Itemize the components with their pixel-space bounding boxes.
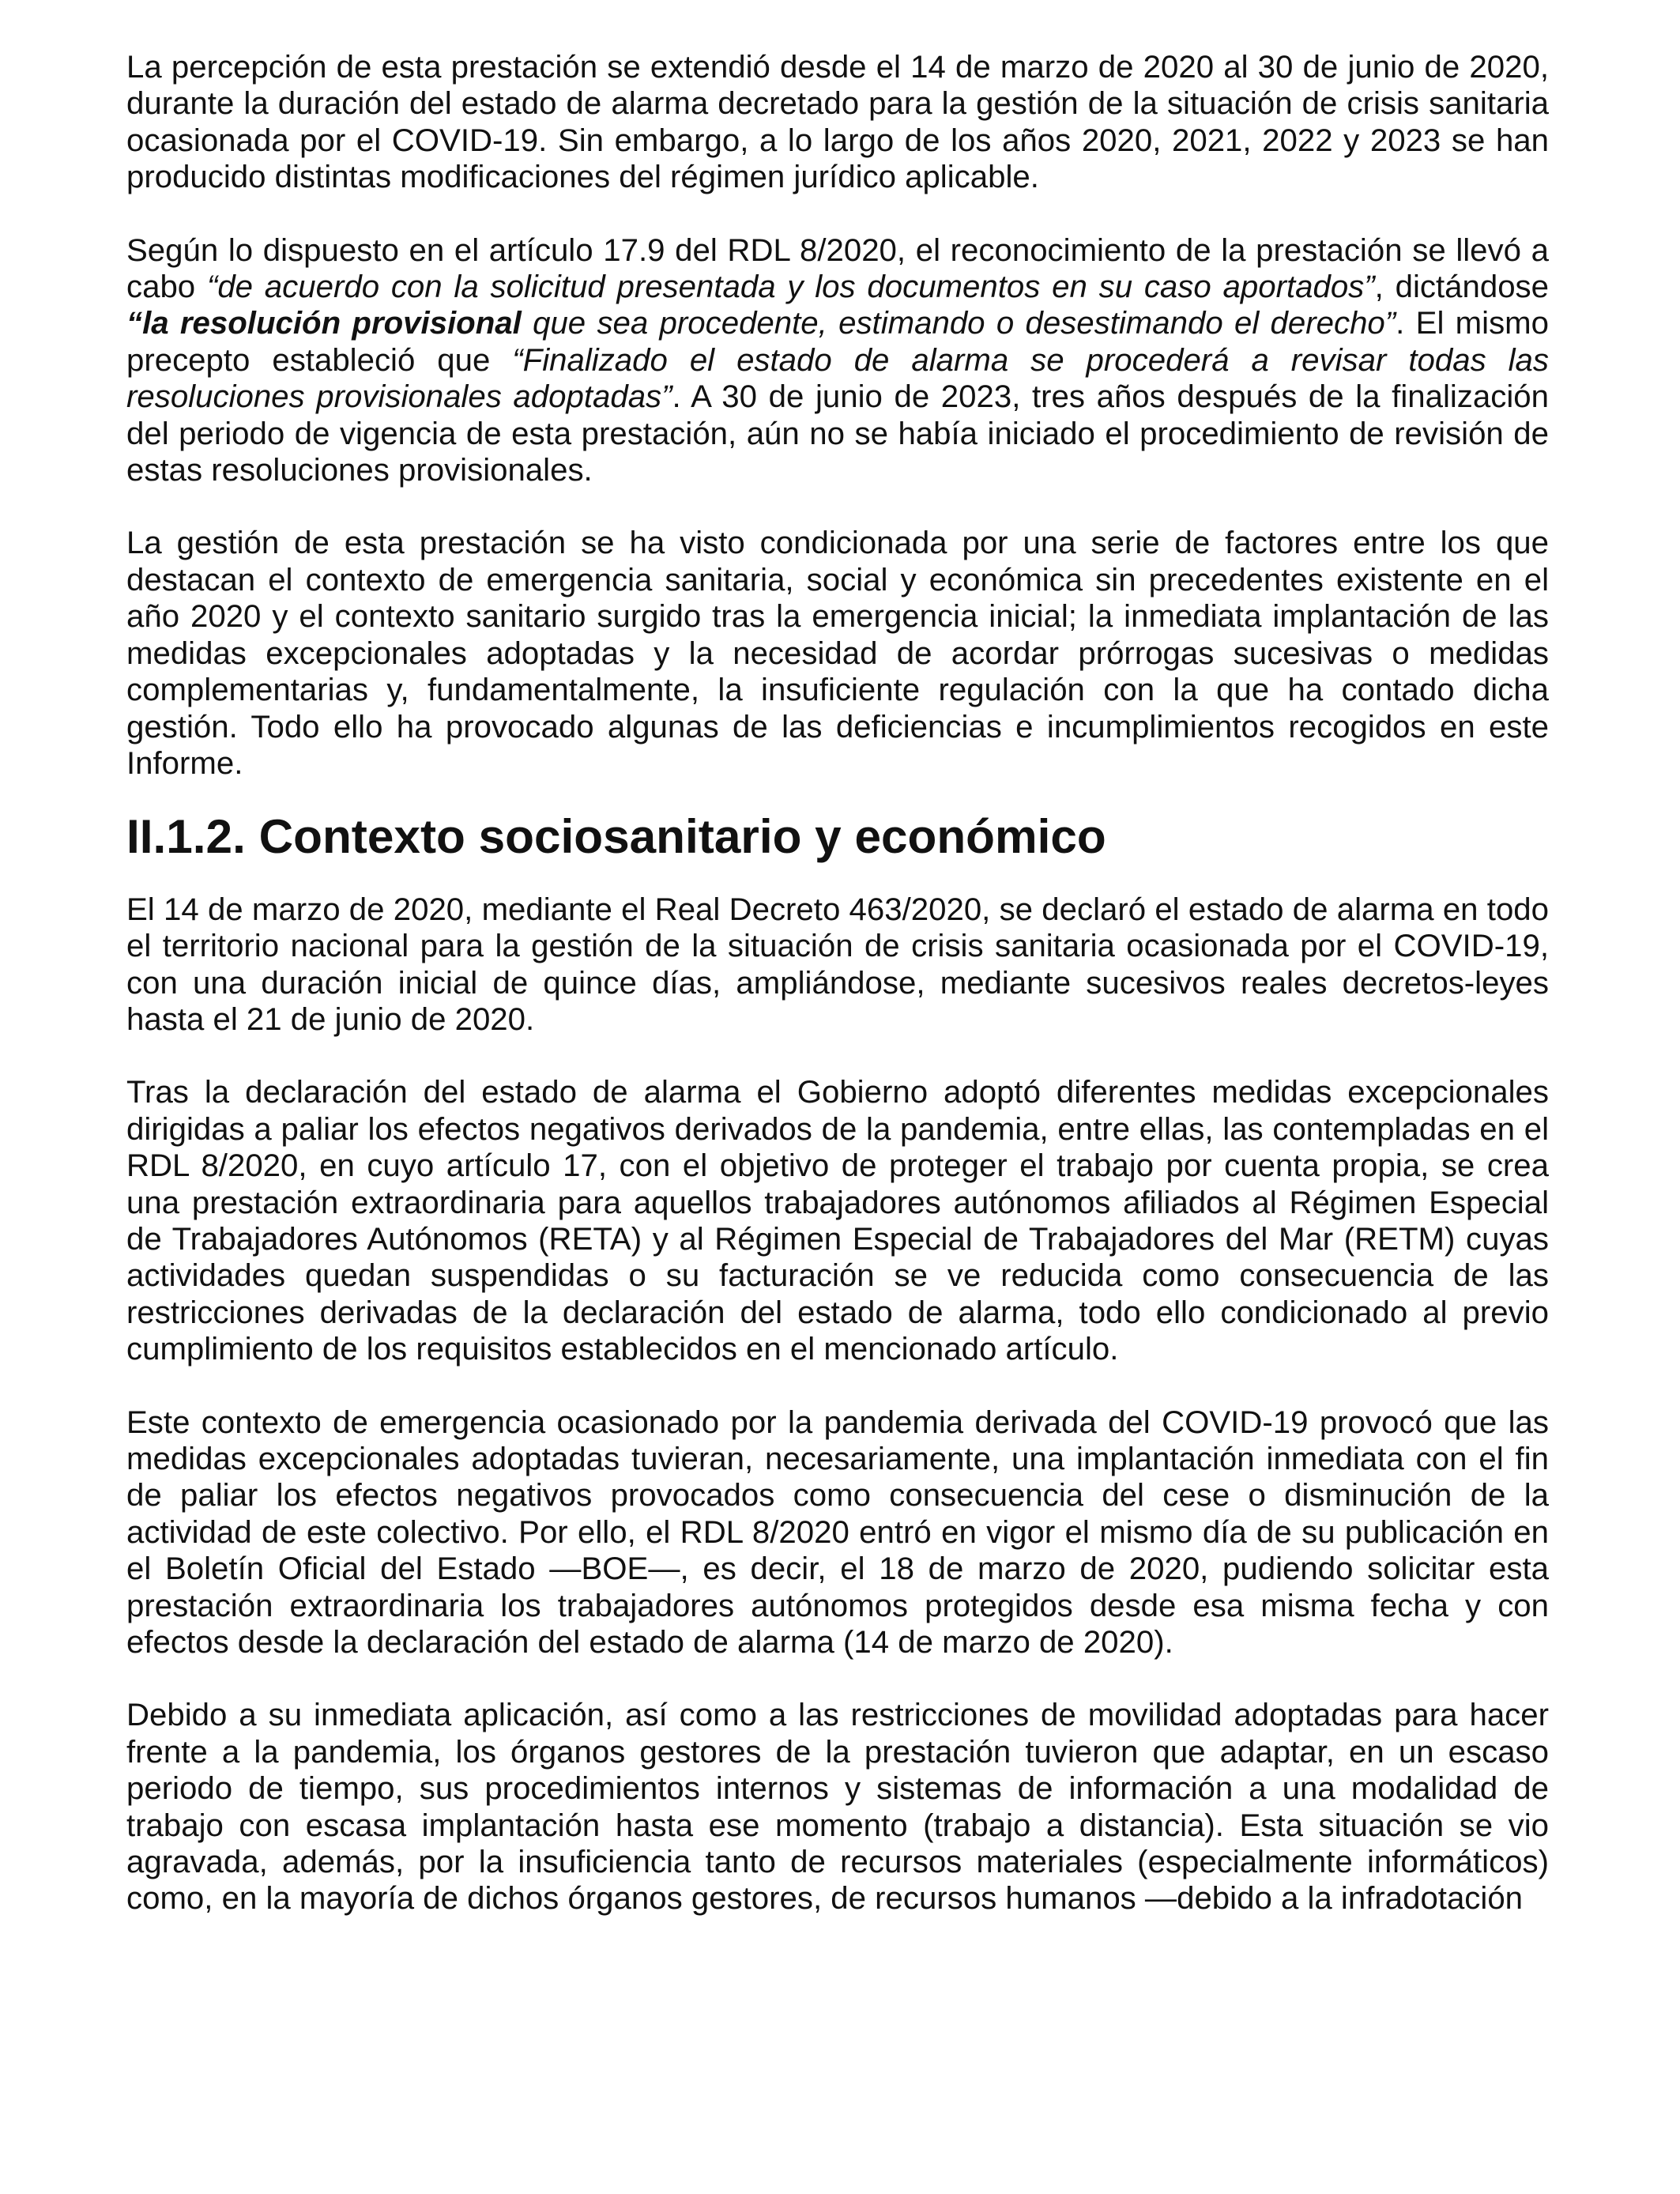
paragraph-provisional-resolution xyxy=(126,232,1549,489)
emphasis-segment: “la resolución provisional xyxy=(126,305,522,341)
paragraph-immediate-application: Debido a su inmediata aplicación, así como a las restricciones de movilidad adoptadas para hacer frente a la pandemia, los órganos gestores de la prestación tuvieron que adaptar, en un escaso periodo de tiempo, sus procedimientos internos y sistemas de información a una modalidad de trabajo con escasa implantación hasta ese momento (trabajo a distancia). Esta situación se vio agravada, además, por la insuficiencia tanto de recursos materiales (especialmente informáticos) como, en la mayoría de dichos órganos gestores, de recursos humanos —debido a la infradotación xyxy=(126,1697,1549,1917)
document-page xyxy=(126,49,1549,1954)
quote-segment: “Finalizado el estado de alarma se procederá a revisar todas las resoluciones provisionales adoptadas” xyxy=(126,341,1549,415)
paragraph-management-factors: La gestión de esta prestación se ha visto condicionada por una serie de factores entre los que destacan el contexto de emergencia sanitaria, social y económica sin precedentes existente en el año 2020 y el contexto sanitario surgido tras la emergencia inicial; la inmediata implantación de las medidas excepcionales adoptadas y la necesidad de acordar prórrogas sucesivas o medidas complementarias y, fundamentalmente, la insuficiente regulación con la que ha contado dicha gestión. Todo ello ha provocado algunas de las deficiencias e incumplimientos recogidos en este Informe. xyxy=(126,525,1549,781)
paragraph-emergency-context: Este contexto de emergencia ocasionado por la pandemia derivada del COVID-19 provocó que las medidas excepcionales adoptadas tuvieran, necesariamente, una implantación inmediata con el fin de paliar los efectos negativos provocados como consecuencia del cese o disminución de la actividad de este colectivo. Por ello, el RDL 8/2020 entró en vigor el mismo día de su publicación en el Boletín Oficial del Estado —BOE—, es decir, el 18 de marzo de 2020, pudiendo solicitar esta prestación extraordinaria los trabajadores autónomos protegidos desde esa misma fecha y con efectos desde la declaración del estado de alarma (14 de marzo de 2020). xyxy=(126,1404,1549,1661)
text-segment: . El mismo precepto estableció que xyxy=(126,305,1549,378)
text-segment: . A 30 de junio de 2023, tres años después de la finalización del periodo de vigencia de esta prestación, aún no se había iniciado el procedimiento de revisión de estas resoluciones provisionales. xyxy=(126,379,1549,488)
text-segment: Según lo dispuesto en el artículo 17.9 del RDL 8/2020, el reconocimiento de la prestación se llevó a cabo xyxy=(126,232,1549,305)
quote-segment: que sea procedente, estimando o desestimando el derecho” xyxy=(521,305,1396,341)
paragraph-benefit-duration: La percepción de esta prestación se extendió desde el 14 de marzo de 2020 al 30 de junio de 2020, durante la duración del estado de alarma decretado para la gestión de la situación de crisis sanitaria ocasionada por el COVID-19. Sin embargo, a lo largo de los años 2020, 2021, 2022 y 2023 se han producido distintas modificaciones del régimen jurídico aplicable. xyxy=(126,49,1549,195)
paragraph-government-measures: Tras la declaración del estado de alarma el Gobierno adoptó diferentes medidas excepcionales dirigidas a paliar los efectos negativos derivados de la pandemia, entre ellas, las contempladas en el RDL 8/2020, en cuyo artículo 17, con el objetivo de proteger el trabajo por cuenta propia, se crea una prestación extraordinaria para aquellos trabajadores autónomos afiliados al Régimen Especial de Trabajadores Autónomos (RETA) y al Régimen Especial de Trabajadores del Mar (RETM) cuyas actividades quedan suspendidas o su facturación se ve reducida como consecuencia de las restricciones derivadas de la declaración del estado de alarma, todo ello condicionado al previo cumplimiento de los requisitos establecidos en el mencionado artículo. xyxy=(126,1074,1549,1367)
quote-segment: “de acuerdo con la solicitud presentada y los documentos en su caso aportados” xyxy=(206,269,1375,305)
section-heading: II.1.2. Contexto sociosanitario y económico xyxy=(126,809,1106,864)
paragraph-state-of-alarm: El 14 de marzo de 2020, mediante el Real Decreto 463/2020, se declaró el estado de alarma en todo el territorio nacional para la gestión de la situación de crisis sanitaria ocasionada por el COVID-19, con una duración inicial de quince días, ampliándose, mediante sucesivos reales decretos-leyes hasta el 21 de junio de 2020. xyxy=(126,891,1549,1037)
text-segment: , dictándose xyxy=(1374,269,1549,305)
